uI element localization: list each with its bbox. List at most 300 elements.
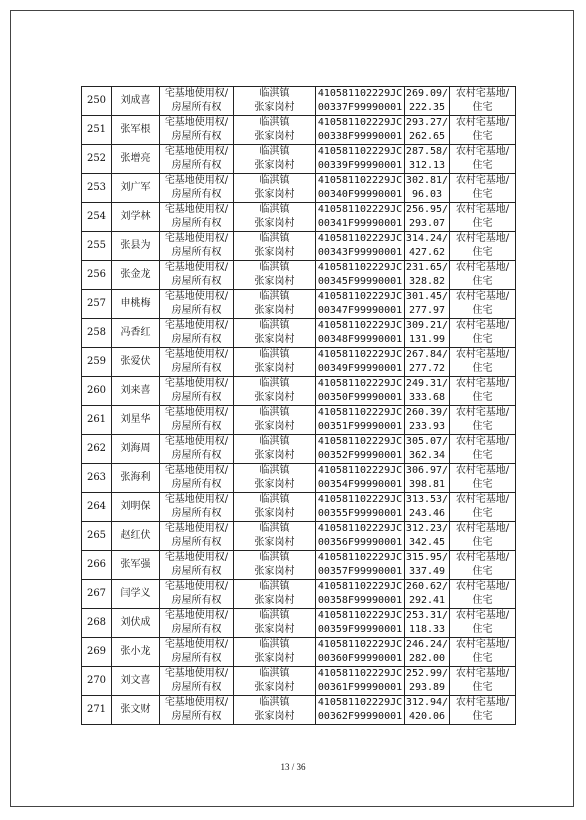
cell-unit-code-text: 410581102229JC: [317, 523, 403, 534]
cell-unit-code-text: 410581102229JC: [317, 88, 403, 99]
cell-unit-code: [316, 87, 405, 116]
cell-land-use-text: 住宅: [472, 711, 493, 722]
cell-owner-name: [112, 580, 160, 609]
table-row: [82, 290, 516, 319]
cell-owner-name: [112, 638, 160, 667]
cell-right-type-text: 房屋所有权: [171, 334, 222, 345]
cell-area: [405, 493, 450, 522]
cell-owner-name: [112, 116, 160, 145]
cell-number-text: 267: [86, 588, 107, 599]
cell-unit-code-text: 410581102229JC: [317, 639, 403, 650]
cell-unit-code: [316, 232, 405, 261]
cell-area-text: 293.07: [408, 218, 446, 229]
table-row: [82, 696, 516, 725]
cell-area: [405, 145, 450, 174]
cell-land-use: [450, 174, 516, 203]
table-row: [82, 116, 516, 145]
table-row: [82, 493, 516, 522]
cell-right-type: [160, 319, 234, 348]
cell-owner-name: [112, 87, 160, 116]
cell-unit-code-text: 410581102229JC: [317, 175, 403, 186]
cell-number: [82, 87, 112, 116]
cell-owner-name: [112, 609, 160, 638]
cell-area-text: 420.06: [408, 711, 446, 722]
cell-number-text: 268: [86, 617, 107, 628]
cell-land-use-text: 农村宅基地/: [455, 494, 510, 505]
cell-area: [405, 377, 450, 406]
cell-area: [405, 232, 450, 261]
cell-land-use-text: 住宅: [472, 653, 493, 664]
cell-unit-code-text: 00351F99990001: [317, 421, 403, 432]
cell-area-text: 312.23/: [405, 523, 449, 534]
table-row: [82, 348, 516, 377]
cell-owner-name-text: 刘明保: [120, 501, 151, 512]
cell-number-text: 254: [86, 211, 107, 222]
cell-land-use-text: 住宅: [472, 682, 493, 693]
cell-land-use-text: 农村宅基地/: [455, 639, 510, 650]
cell-land-use-text: 住宅: [472, 624, 493, 635]
cell-number-text: 259: [86, 356, 107, 367]
cell-unit-code: [316, 116, 405, 145]
cell-location: [234, 609, 316, 638]
cell-location-text: 临淇镇: [259, 349, 290, 360]
cell-right-type: [160, 377, 234, 406]
registration-table: [81, 86, 516, 725]
cell-area-text: 342.45: [408, 537, 446, 548]
cell-location-text: 临淇镇: [259, 88, 290, 99]
cell-area-text: 315.95/: [405, 552, 449, 563]
cell-right-type-text: 房屋所有权: [171, 160, 222, 171]
cell-owner-name-text: 张文财: [120, 704, 151, 715]
cell-unit-code-text: 410581102229JC: [317, 581, 403, 592]
cell-owner-name-text: 刘伏成: [120, 617, 151, 628]
cell-land-use: [450, 696, 516, 725]
cell-land-use-text: 农村宅基地/: [455, 291, 510, 302]
table-row: [82, 551, 516, 580]
cell-right-type-text: 房屋所有权: [171, 624, 222, 635]
cell-land-use-text: 农村宅基地/: [455, 465, 510, 476]
cell-owner-name-text: 申桃梅: [120, 298, 151, 309]
cell-owner-name: [112, 667, 160, 696]
cell-owner-name-text: 刘海周: [120, 443, 151, 454]
cell-right-type: [160, 638, 234, 667]
table-row: [82, 203, 516, 232]
cell-right-type-text: 房屋所有权: [171, 276, 222, 287]
cell-unit-code-text: 00347F99990001: [317, 305, 403, 316]
cell-number: [82, 145, 112, 174]
cell-unit-code-text: 00356F99990001: [317, 537, 403, 548]
cell-number: [82, 348, 112, 377]
table-row: [82, 609, 516, 638]
cell-area-text: 231.65/: [405, 262, 449, 273]
cell-owner-name-text: 刘学林: [120, 211, 151, 222]
cell-land-use: [450, 580, 516, 609]
cell-location-text: 临淇镇: [259, 117, 290, 128]
cell-number-text: 260: [86, 385, 107, 396]
cell-land-use-text: 农村宅基地/: [455, 407, 510, 418]
cell-unit-code-text: 00349F99990001: [317, 363, 403, 374]
cell-location-text: 张家岗村: [254, 247, 295, 258]
cell-land-use-text: 住宅: [472, 189, 493, 200]
table-row: [82, 319, 516, 348]
cell-right-type-text: 宅基地使用权/: [164, 291, 229, 302]
cell-location-text: 张家岗村: [254, 218, 295, 229]
cell-unit-code-text: 410581102229JC: [317, 233, 403, 244]
cell-owner-name-text: 张爱伏: [120, 356, 151, 367]
cell-owner-name: [112, 522, 160, 551]
cell-number: [82, 232, 112, 261]
cell-area-text: 333.68: [408, 392, 446, 403]
cell-unit-code-text: 00340F99990001: [317, 189, 403, 200]
cell-location-text: 临淇镇: [259, 639, 290, 650]
cell-area-text: 293.27/: [405, 117, 449, 128]
cell-unit-code-text: 410581102229JC: [317, 320, 403, 331]
cell-unit-code-text: 00354F99990001: [317, 479, 403, 490]
cell-area: [405, 406, 450, 435]
cell-owner-name: [112, 493, 160, 522]
cell-number-text: 250: [86, 95, 107, 106]
cell-number-text: 251: [86, 124, 107, 135]
cell-right-type: [160, 174, 234, 203]
cell-unit-code-text: 00358F99990001: [317, 595, 403, 606]
cell-number: [82, 203, 112, 232]
cell-unit-code: [316, 667, 405, 696]
cell-unit-code: [316, 203, 405, 232]
cell-right-type-text: 宅基地使用权/: [164, 668, 229, 679]
cell-area-text: 260.39/: [405, 407, 449, 418]
cell-area: [405, 638, 450, 667]
cell-area-text: 282.00: [408, 653, 446, 664]
cell-location-text: 张家岗村: [254, 102, 295, 113]
cell-land-use: [450, 435, 516, 464]
cell-land-use-text: 农村宅基地/: [455, 378, 510, 389]
cell-location-text: 张家岗村: [254, 189, 295, 200]
cell-location: [234, 261, 316, 290]
cell-land-use-text: 住宅: [472, 363, 493, 374]
cell-unit-code-text: 410581102229JC: [317, 378, 403, 389]
cell-owner-name: [112, 232, 160, 261]
cell-right-type: [160, 522, 234, 551]
cell-unit-code: [316, 464, 405, 493]
cell-land-use: [450, 319, 516, 348]
cell-area-text: 328.82: [408, 276, 446, 287]
table-row: [82, 638, 516, 667]
cell-land-use-text: 住宅: [472, 479, 493, 490]
cell-land-use: [450, 261, 516, 290]
cell-right-type: [160, 406, 234, 435]
cell-unit-code-text: 410581102229JC: [317, 262, 403, 273]
cell-area-text: 252.99/: [405, 668, 449, 679]
cell-area: [405, 435, 450, 464]
cell-number-text: 271: [86, 704, 107, 715]
cell-unit-code-text: 410581102229JC: [317, 697, 403, 708]
cell-owner-name-text: 张增亮: [120, 153, 151, 164]
cell-land-use: [450, 493, 516, 522]
cell-unit-code: [316, 377, 405, 406]
cell-owner-name: [112, 551, 160, 580]
cell-land-use-text: 住宅: [472, 160, 493, 171]
cell-location: [234, 116, 316, 145]
cell-owner-name-text: 刘星华: [120, 414, 151, 425]
cell-number-text: 252: [86, 153, 107, 164]
cell-area-text: 96.03: [411, 189, 443, 200]
cell-location: [234, 464, 316, 493]
cell-land-use-text: 住宅: [472, 131, 493, 142]
table-row: [82, 377, 516, 406]
cell-right-type-text: 房屋所有权: [171, 305, 222, 316]
cell-right-type-text: 房屋所有权: [171, 595, 222, 606]
cell-number-text: 257: [86, 298, 107, 309]
cell-right-type-text: 宅基地使用权/: [164, 436, 229, 447]
cell-owner-name: [112, 290, 160, 319]
cell-land-use-text: 农村宅基地/: [455, 581, 510, 592]
cell-unit-code-text: 410581102229JC: [317, 291, 403, 302]
cell-owner-name: [112, 203, 160, 232]
cell-area: [405, 116, 450, 145]
cell-right-type-text: 房屋所有权: [171, 131, 222, 142]
cell-area-text: 293.89: [408, 682, 446, 693]
cell-land-use: [450, 377, 516, 406]
cell-right-type-text: 房屋所有权: [171, 508, 222, 519]
cell-location-text: 临淇镇: [259, 378, 290, 389]
cell-land-use-text: 农村宅基地/: [455, 610, 510, 621]
cell-area-text: 312.13: [408, 160, 446, 171]
cell-location-text: 临淇镇: [259, 668, 290, 679]
cell-land-use-text: 住宅: [472, 537, 493, 548]
cell-number-text: 264: [86, 501, 107, 512]
cell-right-type-text: 房屋所有权: [171, 711, 222, 722]
cell-number: [82, 174, 112, 203]
cell-unit-code-text: 00338F99990001: [317, 131, 403, 142]
cell-location: [234, 203, 316, 232]
cell-land-use-text: 住宅: [472, 276, 493, 287]
cell-area-text: 277.72: [408, 363, 446, 374]
cell-location-text: 张家岗村: [254, 421, 295, 432]
cell-area: [405, 580, 450, 609]
cell-area-text: 427.62: [408, 247, 446, 258]
cell-owner-name-text: 赵红伏: [120, 530, 151, 541]
cell-location-text: 临淇镇: [259, 262, 290, 273]
cell-owner-name-text: 刘文喜: [120, 675, 151, 686]
cell-location-text: 临淇镇: [259, 407, 290, 418]
cell-right-type-text: 宅基地使用权/: [164, 175, 229, 186]
cell-land-use-text: 农村宅基地/: [455, 88, 510, 99]
cell-area-text: 314.24/: [405, 233, 449, 244]
cell-land-use-text: 农村宅基地/: [455, 349, 510, 360]
cell-right-type-text: 宅基地使用权/: [164, 262, 229, 273]
cell-right-type-text: 房屋所有权: [171, 653, 222, 664]
cell-right-type: [160, 667, 234, 696]
cell-land-use-text: 农村宅基地/: [455, 697, 510, 708]
cell-area-text: 256.95/: [405, 204, 449, 215]
cell-land-use: [450, 290, 516, 319]
cell-location-text: 张家岗村: [254, 392, 295, 403]
cell-location-text: 张家岗村: [254, 131, 295, 142]
cell-area-text: 269.09/: [405, 88, 449, 99]
cell-land-use: [450, 522, 516, 551]
cell-unit-code: [316, 261, 405, 290]
cell-unit-code-text: 410581102229JC: [317, 117, 403, 128]
cell-location-text: 临淇镇: [259, 697, 290, 708]
cell-area-text: 222.35: [408, 102, 446, 113]
cell-unit-code: [316, 493, 405, 522]
cell-land-use-text: 农村宅基地/: [455, 436, 510, 447]
cell-location: [234, 696, 316, 725]
cell-unit-code-text: 410581102229JC: [317, 552, 403, 563]
cell-owner-name: [112, 435, 160, 464]
cell-right-type: [160, 580, 234, 609]
cell-area-text: 309.21/: [405, 320, 449, 331]
cell-owner-name-text: 张县为: [120, 240, 151, 251]
cell-area-text: 118.33: [408, 624, 446, 635]
table-row: [82, 435, 516, 464]
cell-unit-code-text: 410581102229JC: [317, 465, 403, 476]
cell-area: [405, 261, 450, 290]
cell-number-text: 261: [86, 414, 107, 425]
cell-land-use-text: 住宅: [472, 566, 493, 577]
cell-land-use: [450, 145, 516, 174]
cell-number-text: 256: [86, 269, 107, 280]
cell-land-use-text: 农村宅基地/: [455, 175, 510, 186]
cell-right-type: [160, 203, 234, 232]
cell-area: [405, 696, 450, 725]
cell-land-use-text: 住宅: [472, 305, 493, 316]
cell-unit-code: [316, 406, 405, 435]
cell-location: [234, 174, 316, 203]
cell-number: [82, 696, 112, 725]
cell-land-use-text: 农村宅基地/: [455, 552, 510, 563]
cell-number: [82, 290, 112, 319]
cell-unit-code-text: 410581102229JC: [317, 349, 403, 360]
cell-location: [234, 290, 316, 319]
cell-location-text: 张家岗村: [254, 276, 295, 287]
cell-location-text: 临淇镇: [259, 233, 290, 244]
cell-location: [234, 580, 316, 609]
cell-right-type-text: 宅基地使用权/: [164, 494, 229, 505]
cell-unit-code: [316, 174, 405, 203]
cell-unit-code-text: 410581102229JC: [317, 494, 403, 505]
cell-area: [405, 290, 450, 319]
cell-unit-code-text: 00352F99990001: [317, 450, 403, 461]
cell-right-type: [160, 261, 234, 290]
cell-location: [234, 348, 316, 377]
cell-unit-code-text: 410581102229JC: [317, 146, 403, 157]
cell-number: [82, 551, 112, 580]
cell-location: [234, 551, 316, 580]
cell-area-text: 249.31/: [405, 378, 449, 389]
cell-right-type: [160, 493, 234, 522]
cell-location-text: 临淇镇: [259, 552, 290, 563]
cell-unit-code-text: 410581102229JC: [317, 436, 403, 447]
cell-land-use-text: 农村宅基地/: [455, 320, 510, 331]
cell-right-type: [160, 696, 234, 725]
cell-location-text: 临淇镇: [259, 465, 290, 476]
cell-location-text: 张家岗村: [254, 537, 295, 548]
cell-owner-name: [112, 406, 160, 435]
cell-area: [405, 174, 450, 203]
cell-number: [82, 464, 112, 493]
table-row: [82, 232, 516, 261]
cell-area-text: 246.24/: [405, 639, 449, 650]
cell-area-text: 243.46: [408, 508, 446, 519]
cell-unit-code: [316, 551, 405, 580]
cell-location-text: 张家岗村: [254, 624, 295, 635]
cell-area: [405, 464, 450, 493]
cell-number: [82, 522, 112, 551]
cell-location: [234, 319, 316, 348]
cell-location-text: 临淇镇: [259, 523, 290, 534]
cell-unit-code-text: 00345F99990001: [317, 276, 403, 287]
cell-location-text: 临淇镇: [259, 494, 290, 505]
cell-number: [82, 406, 112, 435]
cell-unit-code-text: 410581102229JC: [317, 668, 403, 679]
cell-area-text: 302.81/: [405, 175, 449, 186]
cell-location: [234, 522, 316, 551]
cell-owner-name: [112, 319, 160, 348]
cell-land-use: [450, 406, 516, 435]
cell-right-type-text: 宅基地使用权/: [164, 146, 229, 157]
cell-right-type-text: 宅基地使用权/: [164, 320, 229, 331]
cell-location: [234, 232, 316, 261]
cell-number-text: 258: [86, 327, 107, 338]
cell-right-type-text: 房屋所有权: [171, 566, 222, 577]
table-row: [82, 261, 516, 290]
cell-location-text: 临淇镇: [259, 320, 290, 331]
cell-unit-code-text: 00339F99990001: [317, 160, 403, 171]
cell-right-type-text: 房屋所有权: [171, 682, 222, 693]
cell-right-type: [160, 232, 234, 261]
cell-unit-code-text: 00337F99990001: [317, 102, 403, 113]
cell-area-text: 233.93: [408, 421, 446, 432]
registration-table-body: [82, 87, 516, 725]
cell-area-text: 277.97: [408, 305, 446, 316]
cell-unit-code: [316, 638, 405, 667]
cell-right-type: [160, 145, 234, 174]
cell-area: [405, 203, 450, 232]
cell-area: [405, 87, 450, 116]
cell-land-use: [450, 348, 516, 377]
cell-right-type-text: 房屋所有权: [171, 363, 222, 374]
cell-unit-code-text: 00348F99990001: [317, 334, 403, 345]
cell-number: [82, 377, 112, 406]
cell-unit-code-text: 00359F99990001: [317, 624, 403, 635]
cell-land-use-text: 住宅: [472, 450, 493, 461]
cell-right-type: [160, 435, 234, 464]
cell-right-type-text: 宅基地使用权/: [164, 88, 229, 99]
cell-right-type-text: 宅基地使用权/: [164, 465, 229, 476]
cell-owner-name-text: 张海利: [120, 472, 151, 483]
cell-location-text: 张家岗村: [254, 305, 295, 316]
cell-right-type-text: 宅基地使用权/: [164, 697, 229, 708]
cell-location: [234, 493, 316, 522]
cell-right-type-text: 宅基地使用权/: [164, 117, 229, 128]
cell-right-type-text: 宅基地使用权/: [164, 581, 229, 592]
cell-land-use: [450, 667, 516, 696]
cell-right-type-text: 宅基地使用权/: [164, 378, 229, 389]
cell-owner-name-text: 闫学义: [120, 588, 151, 599]
cell-location-text: 张家岗村: [254, 711, 295, 722]
cell-right-type-text: 房屋所有权: [171, 102, 222, 113]
cell-number: [82, 580, 112, 609]
cell-land-use: [450, 638, 516, 667]
cell-land-use: [450, 551, 516, 580]
cell-land-use-text: 农村宅基地/: [455, 523, 510, 534]
cell-area-text: 292.41: [408, 595, 446, 606]
table-row: [82, 87, 516, 116]
cell-right-type-text: 房屋所有权: [171, 218, 222, 229]
cell-right-type: [160, 87, 234, 116]
cell-area-text: 306.97/: [405, 465, 449, 476]
